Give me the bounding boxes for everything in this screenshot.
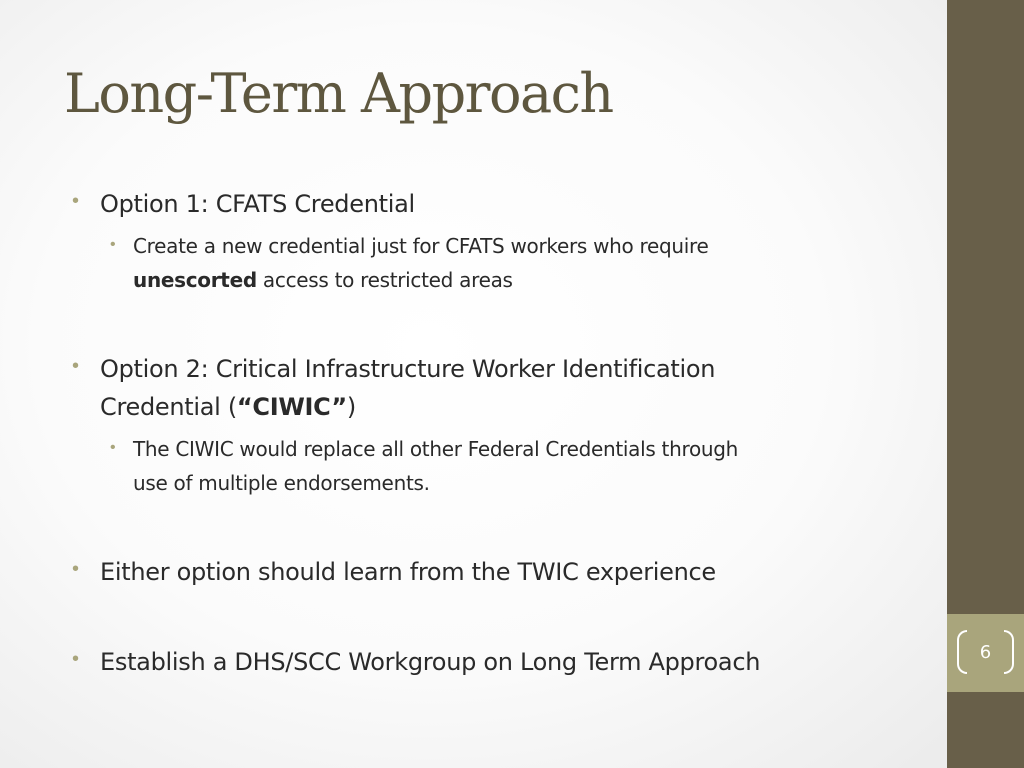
page-number: 6 (979, 642, 992, 663)
emphasis-unescorted: unescorted (133, 268, 257, 292)
bullet-dot: • (72, 648, 80, 670)
bullet-establish-workgroup: Establish a DHS/SCC Workgroup on Long Term Approach (100, 648, 761, 676)
option-2-line-1: Option 2: Critical Infrastructure Worker Identification (100, 355, 716, 383)
sub-bullet-option-2 (133, 432, 893, 500)
bullet-dot: • (72, 558, 80, 580)
sub-bullet-dot: • (110, 439, 116, 456)
option-2-line-2-tail: ) (346, 393, 356, 421)
page-number-box (947, 614, 1024, 692)
sub-bullet-text: Create a new credential just for CFATS workers who require (133, 234, 709, 258)
bullet-dot: • (72, 190, 80, 212)
sub-bullet-line-2: use of multiple endorsements. (133, 471, 430, 495)
bullet-either-option: Either option should learn from the TWIC experience (100, 558, 716, 586)
sub-bullet-dot: • (110, 236, 116, 253)
bullet-dot: • (72, 355, 80, 377)
bullet-option-2 (100, 350, 890, 426)
sub-bullet-text-tail: access to restricted areas (256, 268, 513, 292)
sub-bullet-line-1: The CIWIC would replace all other Federal Credentials through (133, 437, 739, 461)
slide-title: Long-Term Approach (64, 62, 613, 125)
bullet-option-1: Option 1: CFATS Credential (100, 190, 415, 218)
emphasis-ciwic: “CIWIC” (236, 393, 347, 421)
sub-bullet-option-1 (133, 229, 893, 297)
option-2-line-2: Credential ( (100, 393, 237, 421)
